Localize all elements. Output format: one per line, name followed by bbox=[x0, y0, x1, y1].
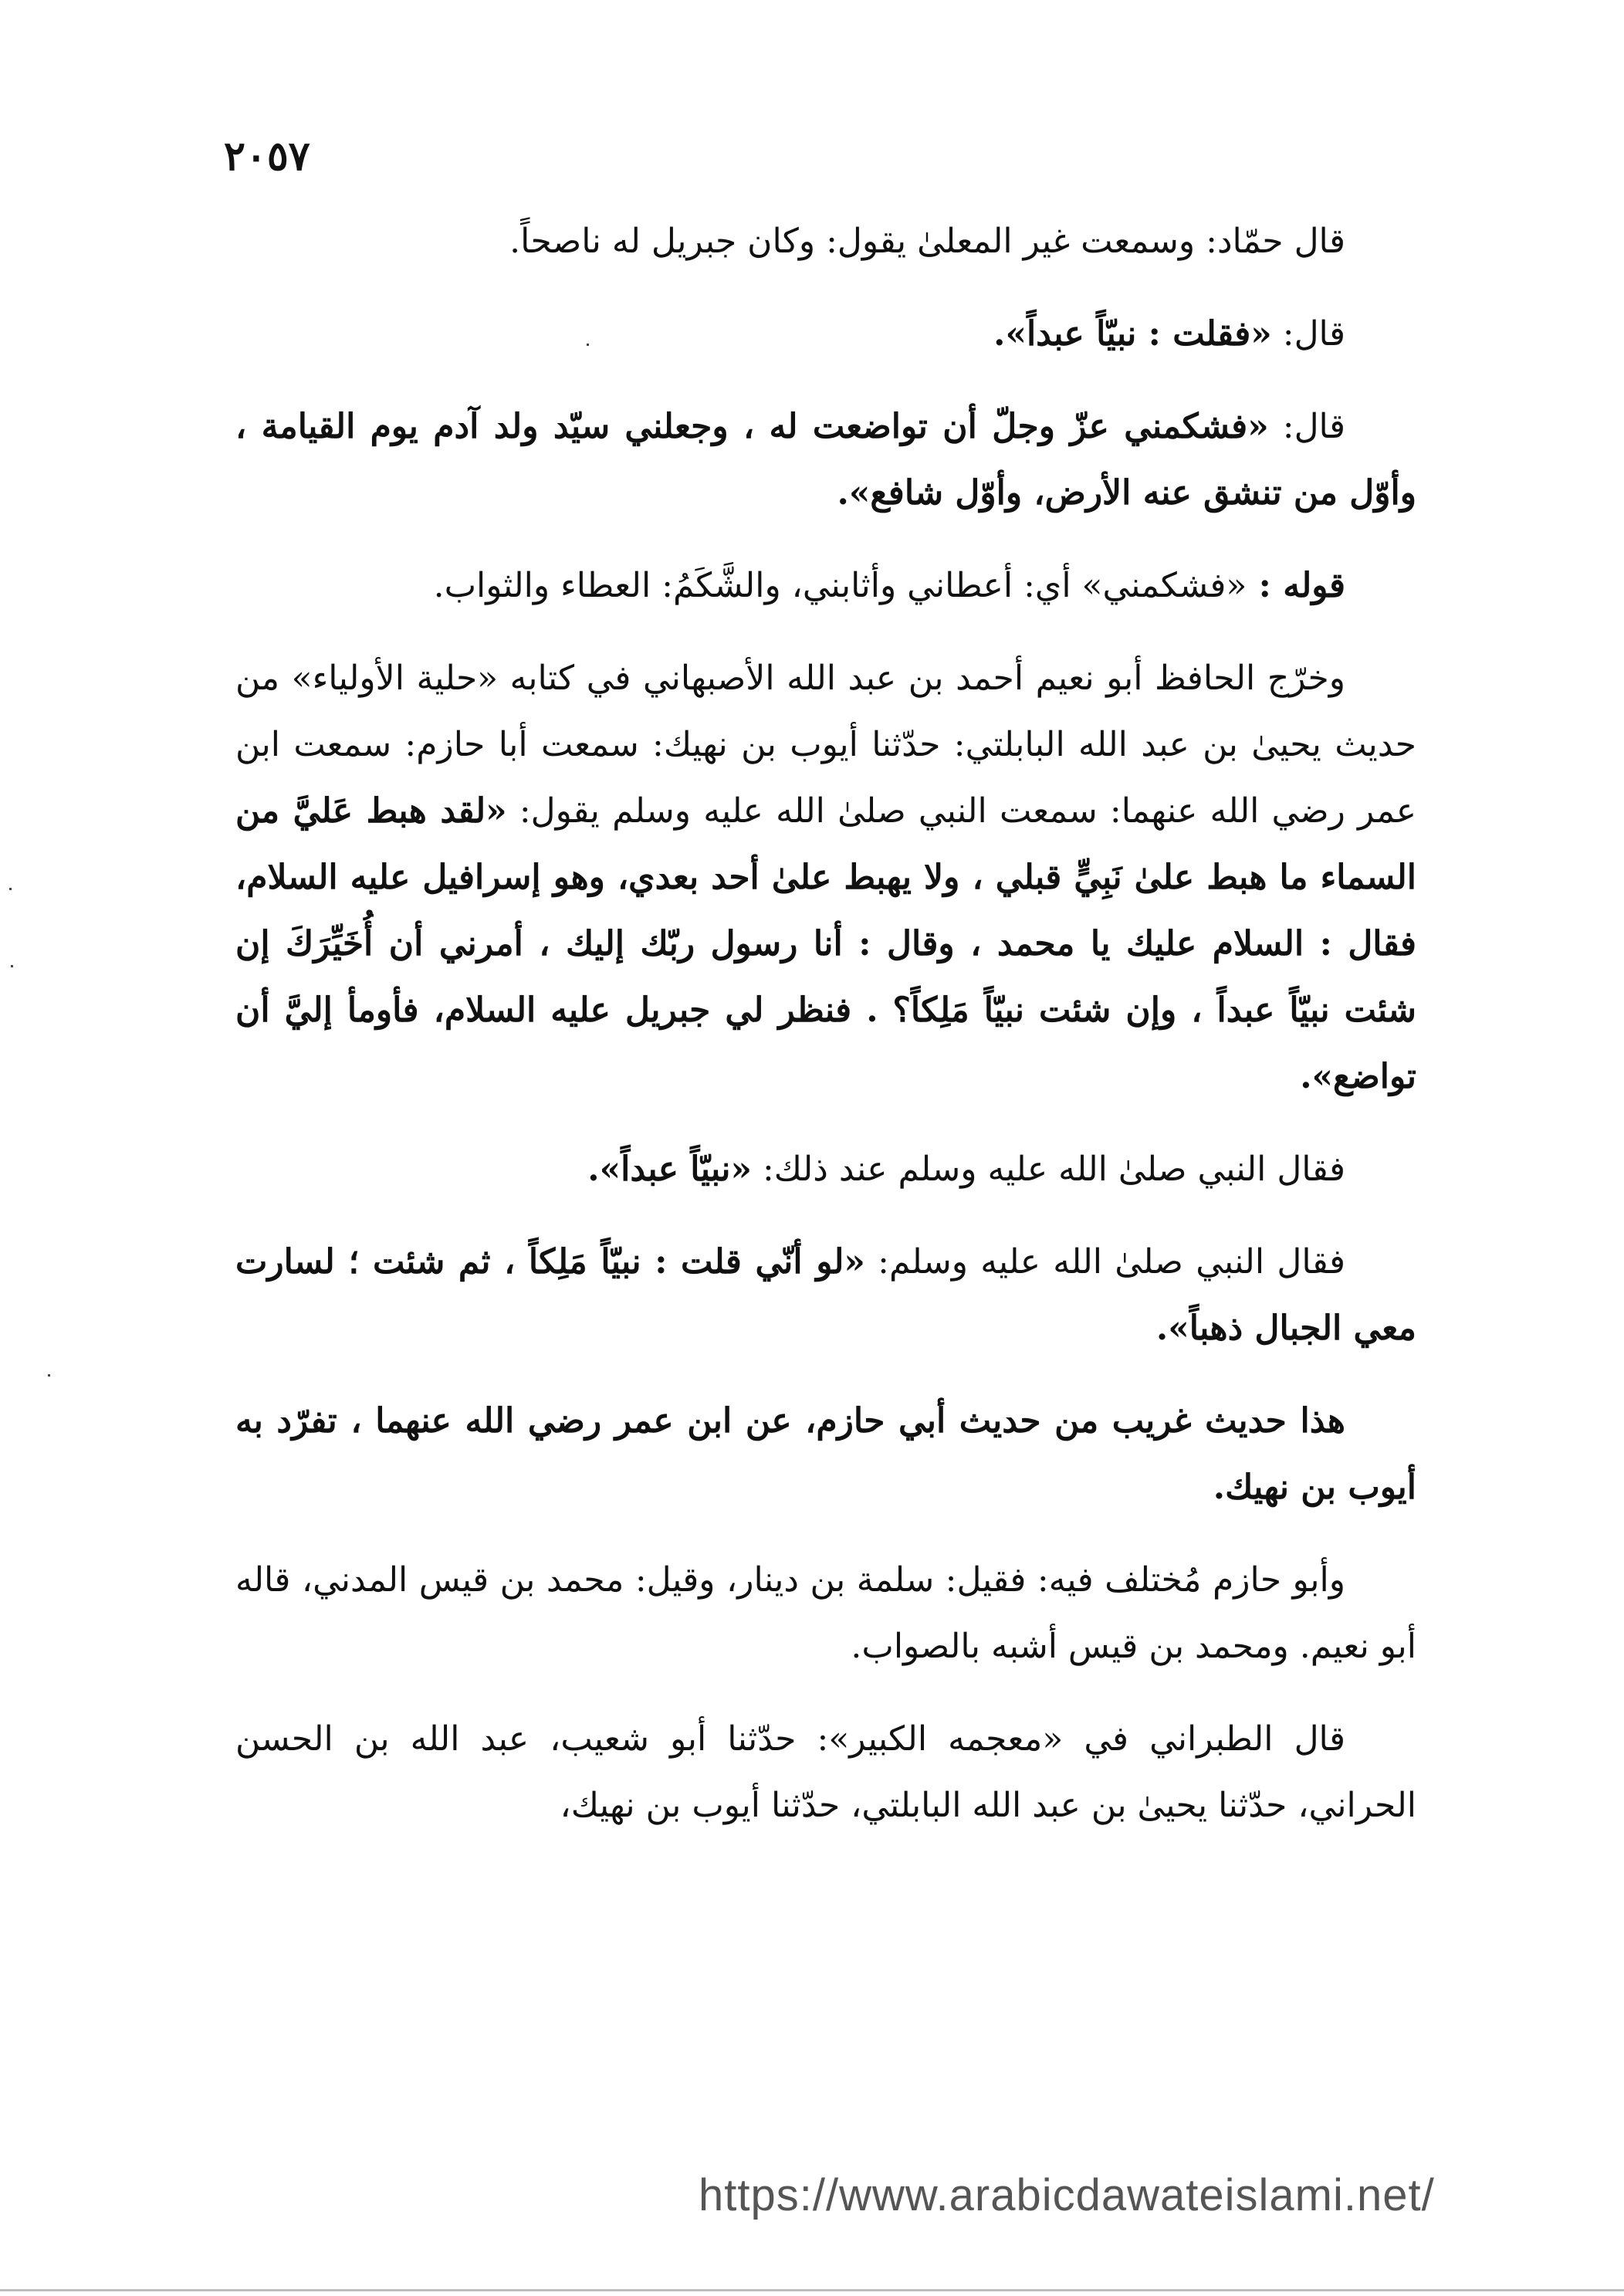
page-edge-line bbox=[0, 2289, 1624, 2291]
scan-speck bbox=[11, 965, 13, 967]
paragraph-lead: فقال النبي صلىٰ الله عليه وسلم: bbox=[864, 1242, 1346, 1282]
paragraph bbox=[235, 301, 1416, 367]
watermark-url: https://www.arabicdawateislami.net/ bbox=[699, 2170, 1435, 2220]
paragraph bbox=[235, 394, 1416, 527]
paragraph-emphasis: «فشكمني عزّ وجلّ أن تواضعت له ، وجعلني سيّد ولد آدم يوم القيامة ، وأوّل من تنشق عنه الأرض، وأوّل شافع». bbox=[235, 407, 1416, 513]
paragraph-lead: فقال النبي صلىٰ الله عليه وسلم عند ذلك: bbox=[752, 1150, 1345, 1189]
page-number: ٢٠٥٧ bbox=[224, 133, 310, 180]
paragraph bbox=[235, 1229, 1416, 1362]
paragraph-emphasis: «لقد هبط عَليَّ من السماء ما هبط علىٰ نَبِيٍّ قبلي ، ولا يهبط علىٰ أحد بعدي، وهو إسرافيل عليه السلام، فقال : السلام عليك يا محمد ، وقال : أنا رسول ربّك إليك ، أمرني أن أُخَيِّرَكَ إن شئت نبيّاً عبداً ، وإن شئت نبيّاً مَلِكاً؟ . فنظر لي جبريل عليه السلام، فأومأ إليَّ أن تواضع». bbox=[235, 791, 1416, 1096]
paragraph bbox=[235, 1136, 1416, 1203]
scan-speck bbox=[9, 888, 12, 890]
paragraph-lead: قال: bbox=[1271, 314, 1345, 354]
paragraph bbox=[235, 1706, 1416, 1839]
body-text bbox=[235, 208, 1416, 1865]
paragraph-body: قال الطبراني في «معجمه الكبير»: حدّثنا أبو شعيب، عبد الله بن الحسن الحراني، حدّثنا يحيىٰ بن عبد الله البابلتي، حدّثنا أيوب بن نهيك، bbox=[235, 1719, 1416, 1825]
scan-speck bbox=[48, 1374, 50, 1377]
paragraph bbox=[235, 645, 1416, 1110]
paragraph bbox=[235, 1547, 1416, 1680]
paragraph bbox=[235, 208, 1416, 275]
paragraph-body: «فشكمني» أي: أعطاني وأثابني، والشَّكَمُ: العطاء والثواب. bbox=[433, 566, 1247, 605]
paragraph-emphasis: «فقلت : نبيّاً عبداً». bbox=[993, 314, 1272, 354]
paragraph-lead: وخرّج الحافظ أبو نعيم أحمد بن عبد الله الأصبهاني في كتابه «حلية الأولياء» من حديث يحيىٰ بن عبد الله البابلتي: حدّثنا أيوب بن نهيك: سمعت أبا حازم: سمعت ابن عمر رضي الله عنهما: سمعت النبي صلىٰ الله عليه وسلم يقول: bbox=[235, 659, 1416, 831]
paragraph bbox=[235, 1388, 1416, 1521]
paragraph-body: هذا حديث غريب من حديث أبي حازم، عن ابن عمر رضي الله عنهما ، تفرّد به أيوب بن نهيك. bbox=[235, 1401, 1416, 1507]
scan-speck bbox=[587, 344, 589, 346]
paragraph-emphasis: «نبيّاً عبداً». bbox=[587, 1150, 752, 1189]
paragraph-emphasis: «لو أنّي قلت : نبيّاً مَلِكاً ، ثم شئت ؛ لسارت معي الجبال ذهباً». bbox=[235, 1242, 1416, 1348]
paragraph-body: وأبو حازم مُختلف فيه: فقيل: سلمة بن دينار، وقيل: محمد بن قيس المدني، قاله أبو نعيم. ومحمد بن قيس أشبه بالصواب. bbox=[235, 1560, 1416, 1666]
paragraph-lead: قوله : bbox=[1247, 566, 1345, 605]
paragraph-lead: قال: bbox=[1268, 407, 1345, 446]
paragraph-lead: قال حمّاد: وسمعت غير المعلىٰ يقول: وكان جبريل له ناصحاً. bbox=[509, 222, 1345, 261]
paragraph bbox=[235, 553, 1416, 619]
